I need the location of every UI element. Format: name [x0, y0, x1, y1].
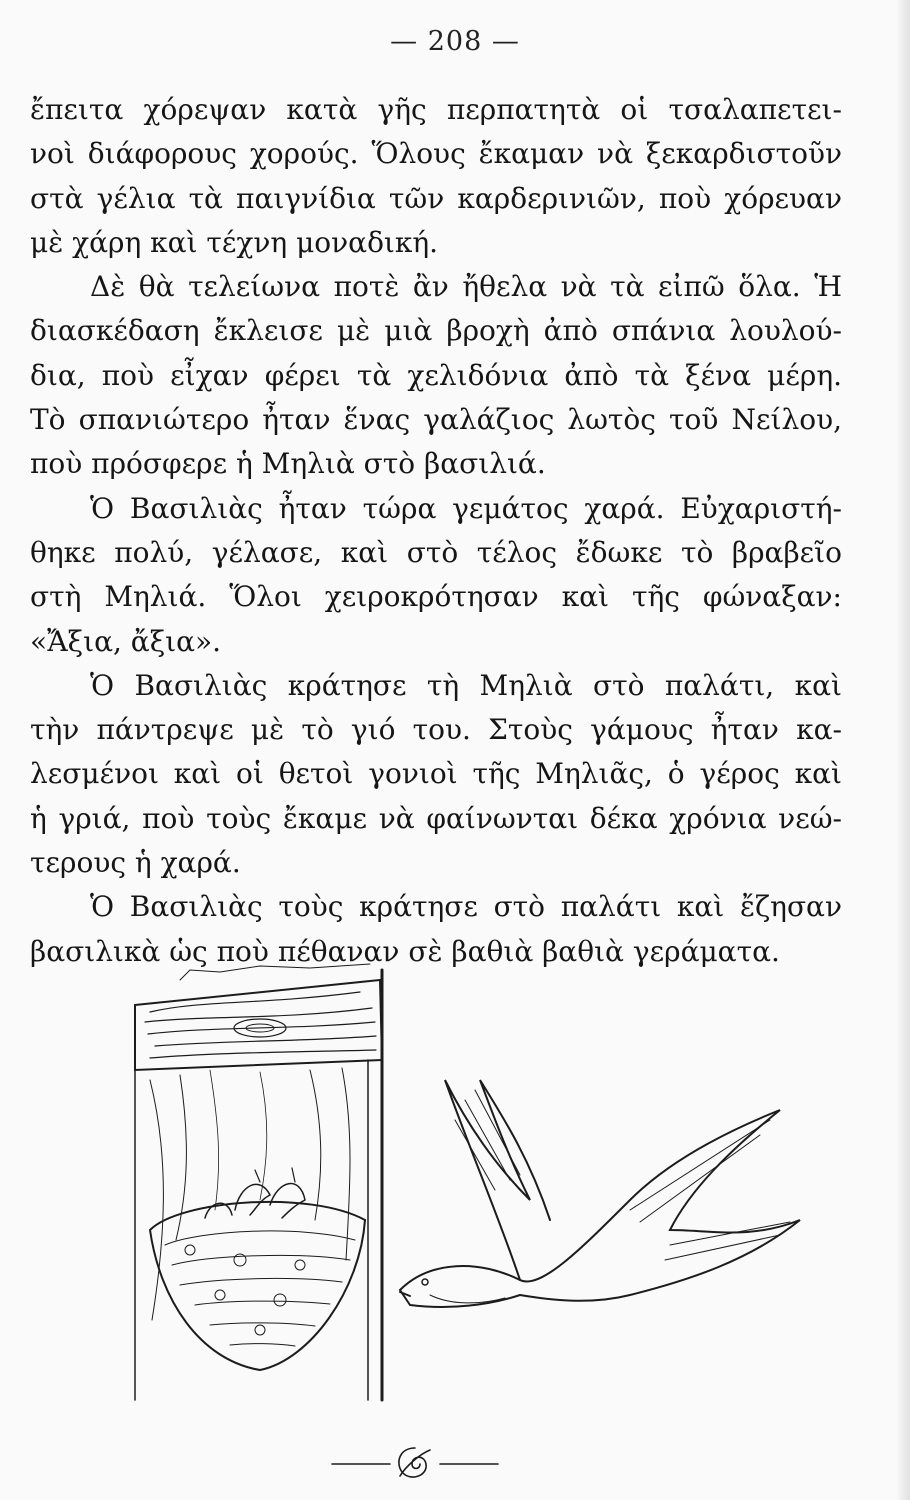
ornamental-flourish-icon [330, 1440, 500, 1484]
text-line: Ὁ Βασιλιὰς τοὺς κράτησε στὸ παλάτι καὶ ἔζησαν [90, 890, 842, 924]
text-line: διασκέδαση ἔκλεισε μὲ μιὰ βροχὴ ἀπὸ σπάνια λουλού- [30, 314, 842, 348]
text-line: βασιλικὰ ὡς ποὺ πέθαναν σὲ βαθιὰ βαθιὰ γεράματα. [30, 934, 780, 968]
page-edge-shadow [896, 0, 910, 1500]
nest-icon [150, 1168, 365, 1370]
text-line: τερους ἡ χαρά. [30, 846, 241, 880]
swallow-nest-engraving-icon [110, 960, 850, 1420]
text-line: Δὲ θὰ τελείωνα ποτὲ ἂν ἤθελα νὰ τὰ εἰπῶ ὅλα. Ἡ [90, 270, 842, 304]
flying-swallow-icon [400, 1080, 800, 1307]
text-line: τὴν πάντρεψε μὲ τὸ γιό του. Στοὺς γάμους ἦταν κα- [30, 713, 842, 747]
text-line: δια, ποὺ εἶχαν φέρει τὰ χελιδόνια ἀπὸ τὰ ξένα μέρη. [30, 358, 842, 392]
text-line: «Ἄξια, ἄξια». [30, 624, 222, 658]
text-line: θηκε πολύ, γέλασε, καὶ στὸ τέλος ἔδωκε τὸ βραβεῖο [30, 535, 842, 569]
text-line: Τὸ σπανιώτερο ἦταν ἕνας γαλάζιος λωτὸς τοῦ Νείλου, [30, 403, 842, 437]
body-text [30, 88, 842, 974]
text-line: ἡ γριά, ποὺ τοὺς ἔκαμε νὰ φαίνωνται δέκα χρόνια νεώ- [30, 801, 842, 835]
text-line: στὰ γέλια τὰ παιγνίδια τῶν καρδερινιῶν, ποὺ χόρευαν [30, 181, 842, 215]
wooden-beam-icon [135, 964, 382, 1070]
text-line: λεσμένοι καὶ οἱ θετοὶ γονιοὶ τῆς Μηλιᾶς, ὁ γέρος καὶ [30, 757, 842, 791]
text-line: μὲ χάρη καὶ τέχνη μοναδική. [30, 225, 439, 259]
text-line: Ὁ Βασιλιὰς κράτησε τὴ Μηλιὰ στὸ παλάτι, καὶ [90, 668, 842, 702]
text-line: στὴ Μηλιά. Ὅλοι χειροκρότησαν καὶ τῆς φώναξαν: [30, 580, 842, 614]
text-line: νοὶ διάφορους χορούς. Ὅλους ἔκαμαν νὰ ξεκαρδιστοῦν [30, 137, 842, 171]
text-line: Ὁ Βασιλιὰς ἦταν τώρα γεμάτος χαρά. Εὐχαριστή- [90, 491, 842, 525]
text-line: ἔπειτα χόρεψαν κατὰ γῆς περπατητὰ οἱ τσαλαπετει- [30, 93, 842, 126]
page-number: — 208 — [390, 26, 520, 57]
text-line: ποὺ πρόσφερε ἡ Μηλιὰ στὸ βασιλιά. [30, 447, 546, 481]
